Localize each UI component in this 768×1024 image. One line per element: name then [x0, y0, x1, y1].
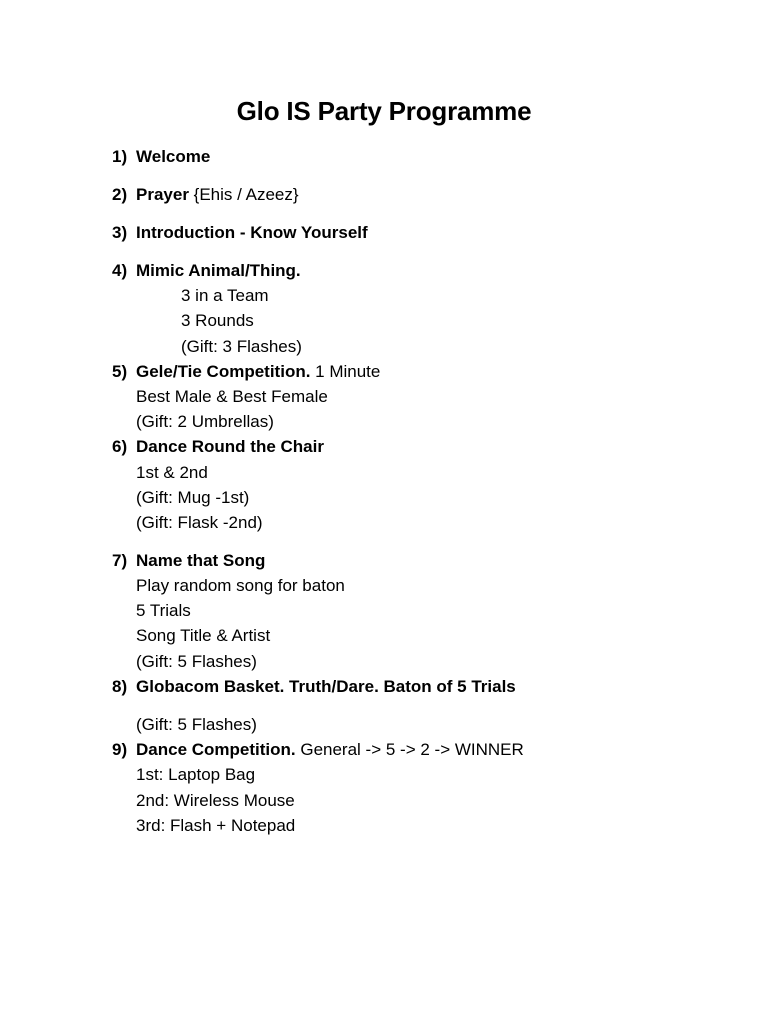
- item-detail-line: Play random song for baton: [136, 576, 345, 595]
- item-detail-line: 3 Rounds: [181, 311, 254, 330]
- item-heading: Dance Competition.: [136, 740, 296, 759]
- item-detail-line: Best Male & Best Female: [136, 387, 328, 406]
- item-number: 1): [112, 147, 128, 166]
- item-heading: Name that Song: [136, 551, 266, 570]
- item-number: 3): [112, 223, 128, 242]
- item-detail: {Ehis / Azeez}: [188, 185, 299, 204]
- item-heading: Mimic Animal/Thing.: [136, 261, 301, 280]
- item-number: 6): [112, 437, 128, 456]
- item-number: 9): [112, 740, 128, 759]
- item-detail-line: (Gift: 2 Umbrellas): [136, 412, 274, 431]
- item-detail: 1 Minute: [310, 362, 381, 381]
- item-detail-line: 3 in a Team: [181, 286, 269, 305]
- item-detail-line: 5 Trials: [136, 601, 191, 620]
- item-detail-line: (Gift: 5 Flashes): [136, 715, 257, 734]
- item-number: 7): [112, 551, 128, 570]
- item-detail-line: 2nd: Wireless Mouse: [136, 791, 295, 810]
- item-heading: Gele/Tie Competition.: [136, 362, 311, 381]
- item-detail-line: (Gift: Mug -1st): [136, 488, 250, 507]
- item-detail-line: (Gift: 3 Flashes): [181, 337, 302, 356]
- item-detail-line: Song Title & Artist: [136, 626, 271, 645]
- item-number: 5): [112, 362, 128, 381]
- item-number: 4): [112, 261, 128, 280]
- item-heading: Welcome: [136, 147, 211, 166]
- item-heading: Prayer: [136, 185, 189, 204]
- item-detail-line: 3rd: Flash + Notepad: [136, 816, 296, 835]
- item-heading: Globacom Basket. Truth/Dare. Baton of 5 Trials: [136, 677, 516, 696]
- item-number: 8): [112, 677, 128, 696]
- item-detail-line: 1st & 2nd: [136, 463, 208, 482]
- item-detail-line: (Gift: 5 Flashes): [136, 652, 257, 671]
- item-heading: Dance Round the Chair: [136, 437, 324, 456]
- item-detail-line: (Gift: Flask -2nd): [136, 513, 263, 532]
- item-detail: General -> 5 -> 2 -> WINNER: [295, 740, 524, 759]
- item-heading: Introduction - Know Yourself: [136, 223, 368, 242]
- item-number: 2): [112, 185, 128, 204]
- page-title: Glo IS Party Programme: [236, 96, 532, 126]
- item-detail-line: 1st: Laptop Bag: [136, 765, 256, 784]
